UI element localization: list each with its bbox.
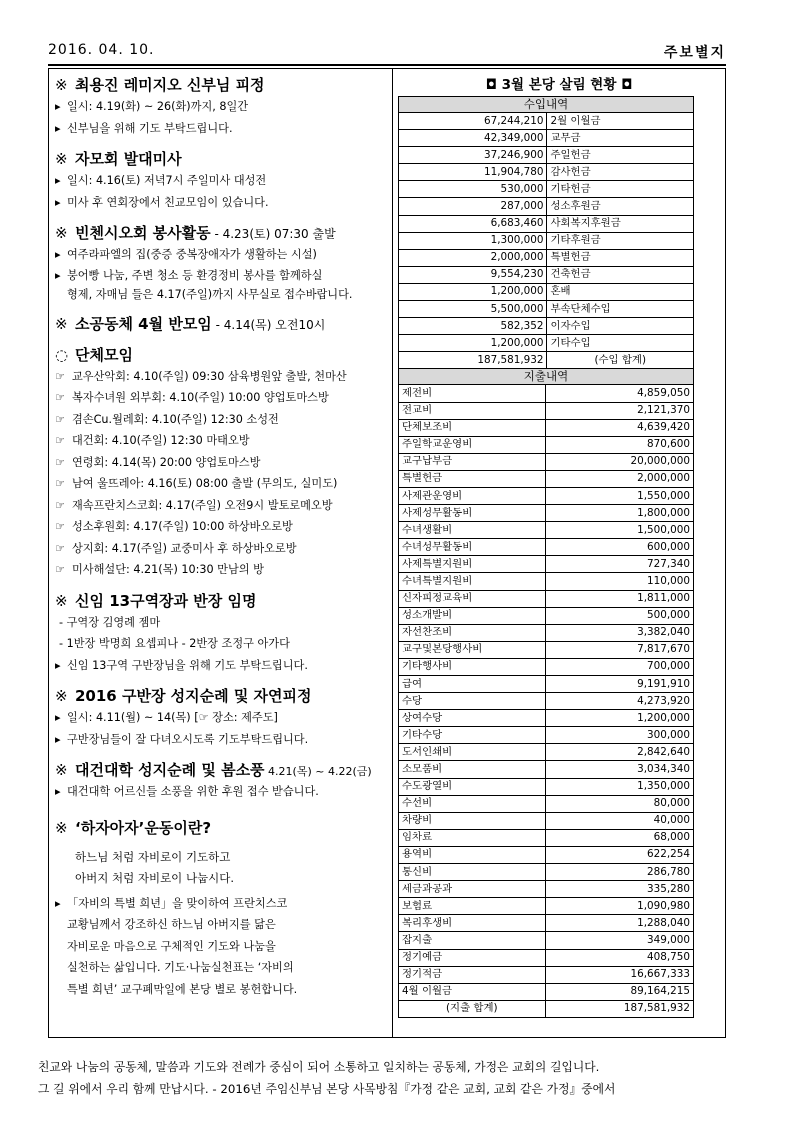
expense-row <box>399 795 694 812</box>
notice-line: 대건대학 어르신들 소풍을 위한 후원 접수 받습니다. <box>67 785 319 798</box>
expense-row <box>399 915 694 932</box>
bulletin-name: 주보별지 <box>663 45 726 61</box>
expense-amount: 89,164,215 <box>545 983 693 1000</box>
triangle-bullet-icon: ▸ <box>55 732 61 746</box>
section-subtitle: 4.21(목) ~ 4.22(금) <box>264 765 372 778</box>
expense-row <box>399 590 694 607</box>
triangle-bullet-icon: ▸ <box>55 658 61 672</box>
notice-line: - 구역장 김영례 젬마 <box>59 615 161 629</box>
expense-amount: 4,639,420 <box>545 419 693 436</box>
expense-item: 수당 <box>399 693 546 710</box>
expense-row <box>399 676 694 693</box>
expense-row <box>399 761 694 778</box>
section-title: 신임 13구역장과 반장 임명 <box>75 591 257 610</box>
triangle-bullet-icon: ▸ <box>55 100 61 113</box>
expense-row <box>399 470 694 487</box>
expense-row <box>399 641 694 658</box>
section-mothers-mass <box>55 148 385 213</box>
expense-amount: 2,000,000 <box>545 470 693 487</box>
expense-row <box>399 966 694 983</box>
notice-line: - 1반장 박명희 요셉피나 - 2반장 조정구 아가다 <box>59 637 290 650</box>
expense-amount: 4,273,920 <box>545 693 693 710</box>
expense-item: 잡지출 <box>399 932 546 949</box>
expense-item: 교구납부금 <box>399 453 546 470</box>
expense-item: 4월 이월금 <box>399 983 546 1000</box>
income-row <box>399 181 694 198</box>
income-item: 감사헌금 <box>547 164 694 181</box>
income-amount: 530,000 <box>399 181 547 198</box>
asterisk-mark-icon: ※ <box>55 687 68 705</box>
expense-amount: 1,288,040 <box>545 915 693 932</box>
expense-row <box>399 932 694 949</box>
section-small-community <box>55 313 385 335</box>
notice-line: 일시: 4.11(월) ~ 14(목) [☞ 장소: 제주도] <box>67 711 278 724</box>
expense-item: 특별헌금 <box>399 470 546 487</box>
income-row <box>399 301 694 318</box>
pointing-hand-icon: ☞ <box>55 520 66 533</box>
pointing-hand-icon: ☞ <box>55 541 66 555</box>
income-item: 성소후원금 <box>547 198 694 215</box>
expense-amount: 1,550,000 <box>545 487 693 504</box>
section-pilgrimage <box>55 685 385 750</box>
income-amount: 1,300,000 <box>399 232 547 249</box>
expense-amount: 3,034,340 <box>545 761 693 778</box>
notice-line: 붕어빵 나눔, 주변 청소 등 환경정비 봉사를 함께하실 <box>67 268 323 282</box>
meeting-line: 성소후원회: 4.17(주일) 10:00 하상바오로방 <box>72 520 293 533</box>
expense-table <box>398 368 694 1017</box>
income-item: 주일헌금 <box>547 147 694 164</box>
expense-item: 수선비 <box>399 795 546 812</box>
pointing-hand-icon: ☞ <box>55 563 66 576</box>
expense-amount: 300,000 <box>545 727 693 744</box>
expense-amount: 187,581,932 <box>545 1000 693 1017</box>
income-table <box>398 96 694 369</box>
notice-line: 일시: 4.16(토) 저녁7시 주일미사 대성전 <box>67 174 267 187</box>
notice-line: 미사 후 연회장에서 친교모임이 있습니다. <box>67 195 269 209</box>
notice-line: 실천하는 삶입니다. 기도·나눔실천표는 ‘자비의 <box>67 961 294 974</box>
expense-item: 교구및본당행사비 <box>399 641 546 658</box>
income-amount: 5,500,000 <box>399 301 547 318</box>
expense-amount: 500,000 <box>545 607 693 624</box>
section-subtitle: - 4.23(토) 07:30 출발 <box>210 227 336 241</box>
income-row <box>399 352 694 369</box>
expense-amount: 1,500,000 <box>545 522 693 539</box>
section-subtitle: - 4.14(목) 오전10시 <box>211 317 326 332</box>
expense-item: 세금과공과 <box>399 881 546 898</box>
expense-row <box>399 607 694 624</box>
income-item: 기타헌금 <box>547 181 694 198</box>
expense-item: 정기적금 <box>399 966 546 983</box>
page-footer <box>38 1056 758 1100</box>
motto-line: 하느님 처럼 자비로이 기도하고 <box>75 849 231 864</box>
income-amount: 187,581,932 <box>399 352 547 369</box>
section-title: 단체모임 <box>75 345 133 364</box>
section-group-meetings <box>55 344 385 581</box>
income-row <box>399 164 694 181</box>
expense-row <box>399 846 694 863</box>
triangle-bullet-icon: ▸ <box>55 174 61 187</box>
notice-line: 신부님을 위해 기도 부탁드립니다. <box>67 121 233 135</box>
expense-item: 수도광열비 <box>399 778 546 795</box>
section-title: ‘하자아자’운동이란? <box>75 818 212 837</box>
expense-amount: 4,859,050 <box>545 385 693 402</box>
income-row <box>399 318 694 335</box>
expense-row <box>399 453 694 470</box>
income-item: 혼배 <box>547 283 694 300</box>
finance-title: ◘ 3월 본당 살림 현황 ◘ <box>485 77 633 93</box>
expense-item: 사제관운영비 <box>399 487 546 504</box>
expense-amount: 7,817,670 <box>545 641 693 658</box>
section-title: 2016 구반장 성지순례 및 자연피정 <box>75 687 312 705</box>
expense-amount: 16,667,333 <box>545 966 693 983</box>
notice-line: 형제, 자매님 들은 4.17(주일)까지 사무실로 접수바랍니다. <box>67 287 353 301</box>
income-header: 수입내역 <box>399 97 694 113</box>
expense-item: 단체보조비 <box>399 419 546 436</box>
income-amount: 37,246,900 <box>399 147 547 164</box>
expense-header: 지출내역 <box>399 369 694 385</box>
income-row <box>399 249 694 266</box>
expense-row <box>399 778 694 795</box>
expense-amount: 9,191,910 <box>545 676 693 693</box>
meeting-line: 미사해설단: 4.21(목) 10:30 만남의 방 <box>72 563 264 576</box>
expense-item: 급여 <box>399 676 546 693</box>
income-row <box>399 232 694 249</box>
section-new-leaders <box>55 590 385 677</box>
expense-row <box>399 744 694 761</box>
expense-amount: 335,280 <box>545 881 693 898</box>
expense-item: 수녀특별지원비 <box>399 573 546 590</box>
expense-amount: 408,750 <box>545 949 693 966</box>
section-vincent-service <box>55 222 385 304</box>
expense-row <box>399 864 694 881</box>
expense-row <box>399 505 694 522</box>
expense-row <box>399 983 694 1000</box>
triangle-bullet-icon: ▸ <box>55 121 61 135</box>
expense-amount: 1,811,000 <box>545 590 693 607</box>
income-item: 2월 이월금 <box>547 113 694 130</box>
pointing-hand-icon: ☞ <box>55 455 66 469</box>
income-amount: 1,200,000 <box>399 283 547 300</box>
expense-row <box>399 658 694 675</box>
pointing-hand-icon: ☞ <box>55 434 66 447</box>
meeting-line: 연령회: 4.14(목) 20:00 양업토마스방 <box>72 455 261 469</box>
expense-item: 전교비 <box>399 402 546 419</box>
expense-item: 기타수당 <box>399 727 546 744</box>
expense-row <box>399 624 694 641</box>
income-row <box>399 266 694 283</box>
expense-item: 임차료 <box>399 829 546 846</box>
expense-item: 소모품비 <box>399 761 546 778</box>
income-item: 교무금 <box>547 130 694 147</box>
asterisk-mark-icon: ※ <box>55 591 68 610</box>
triangle-bullet-icon: ▸ <box>55 268 61 282</box>
footer-line: 그 길 위에서 우리 함께 만납시다. - 2016년 주임신부님 본당 사목방침『가정 같은 교회, 교회 같은 가정』중에서 <box>38 1082 616 1096</box>
expense-item: 기타행사비 <box>399 658 546 675</box>
page-header <box>48 42 726 66</box>
income-row <box>399 283 694 300</box>
income-row <box>399 130 694 147</box>
meeting-line: 교우산악회: 4.10(주일) 09:30 삼육병원앞 출발, 천마산 <box>72 369 347 383</box>
expense-row <box>399 419 694 436</box>
expense-item: 정기예금 <box>399 949 546 966</box>
asterisk-mark-icon: ※ <box>55 224 68 242</box>
triangle-bullet-icon: ▸ <box>55 896 61 910</box>
meeting-line: 겸손Cu.월레회: 4.10(주일) 12:30 소성전 <box>72 412 279 426</box>
expense-row <box>399 436 694 453</box>
expense-item: 자선찬조비 <box>399 624 546 641</box>
income-item: 기타수입 <box>547 335 694 352</box>
column-divider <box>392 68 393 1038</box>
pointing-hand-icon: ☞ <box>55 498 66 512</box>
income-item: 기타후원금 <box>547 232 694 249</box>
asterisk-mark-icon: ※ <box>55 818 68 837</box>
expense-row <box>399 487 694 504</box>
section-title: 대건대학 성지순례 및 봄소풍 <box>75 761 265 779</box>
section-title: 최용진 레미지오 신부님 피정 <box>75 76 265 94</box>
notice-column <box>55 74 385 1009</box>
income-amount: 6,683,460 <box>399 215 547 232</box>
section-retreat <box>55 74 385 139</box>
expense-item: 보험료 <box>399 898 546 915</box>
notice-line: 특별 희년’ 교구폐막일에 본당 별로 봉헌합니다. <box>67 982 298 996</box>
motto-line: 아버지 처럼 자비로이 나눕시다. <box>75 870 235 885</box>
expense-item: 통신비 <box>399 864 546 881</box>
expense-item: 제전비 <box>399 385 546 402</box>
pointing-hand-icon: ☞ <box>55 391 66 404</box>
ring-mark-icon: ◌ <box>55 345 69 364</box>
notice-line: 「자비의 특별 희년」을 맞이하여 프란치스코 <box>67 896 288 910</box>
section-title: 자모회 발대미사 <box>75 150 182 168</box>
pointing-hand-icon: ☞ <box>55 369 66 383</box>
expense-amount: 286,780 <box>545 864 693 881</box>
expense-item: 주일학교운영비 <box>399 436 546 453</box>
expense-item: 사제특별지원비 <box>399 556 546 573</box>
asterisk-mark-icon: ※ <box>55 150 68 168</box>
income-amount: 11,904,780 <box>399 164 547 181</box>
expense-amount: 622,254 <box>545 846 693 863</box>
income-row <box>399 198 694 215</box>
expense-amount: 600,000 <box>545 539 693 556</box>
pointing-hand-icon: ☞ <box>55 477 66 490</box>
expense-amount: 3,382,040 <box>545 624 693 641</box>
income-amount: 582,352 <box>399 318 547 335</box>
income-amount: 1,200,000 <box>399 335 547 352</box>
expense-item: 수녀생활비 <box>399 522 546 539</box>
notice-line: 구반장님들이 잘 다녀오시도록 기도부탁드립니다. <box>67 732 309 746</box>
income-item: 건축헌금 <box>547 266 694 283</box>
income-amount: 2,000,000 <box>399 249 547 266</box>
asterisk-mark-icon: ※ <box>55 761 68 779</box>
expense-row <box>399 522 694 539</box>
income-row <box>399 335 694 352</box>
expense-row <box>399 539 694 556</box>
triangle-bullet-icon: ▸ <box>55 785 61 798</box>
expense-row <box>399 385 694 402</box>
expense-amount: 349,000 <box>545 932 693 949</box>
expense-row <box>399 556 694 573</box>
expense-amount: 727,340 <box>545 556 693 573</box>
expense-row <box>399 727 694 744</box>
expense-amount: 2,121,370 <box>545 402 693 419</box>
expense-item: 신자피정교육비 <box>399 590 546 607</box>
expense-row <box>399 898 694 915</box>
income-item: 이자수입 <box>547 318 694 335</box>
meeting-line: 대건회: 4.10(주일) 12:30 마태오방 <box>72 434 250 447</box>
meeting-line: 복자수녀원 외부회: 4.10(주일) 10:00 양업토마스방 <box>72 391 329 404</box>
meeting-line: 재속프란치스코회: 4.17(주일) 오전9시 발토로메오방 <box>72 498 333 512</box>
expense-item: 차량비 <box>399 812 546 829</box>
section-haja-aja <box>55 817 385 1001</box>
expense-amount: 700,000 <box>545 658 693 675</box>
expense-amount: 1,200,000 <box>545 710 693 727</box>
meeting-line: 상지회: 4.17(주일) 교중미사 후 하상바오로방 <box>72 541 297 555</box>
expense-amount: 110,000 <box>545 573 693 590</box>
expense-row <box>399 949 694 966</box>
asterisk-mark-icon: ※ <box>55 314 68 333</box>
income-row <box>399 147 694 164</box>
income-item: 특별헌금 <box>547 249 694 266</box>
pointing-hand-icon: ☞ <box>55 412 66 426</box>
expense-row <box>399 573 694 590</box>
expense-row <box>399 710 694 727</box>
income-amount: 42,349,000 <box>399 130 547 147</box>
expense-row <box>399 693 694 710</box>
expense-amount: 1,800,000 <box>545 505 693 522</box>
expense-item: 상여수당 <box>399 710 546 727</box>
expense-item: 복리후생비 <box>399 915 546 932</box>
income-item: 사회복지후원금 <box>547 215 694 232</box>
expense-row <box>399 829 694 846</box>
income-amount: 287,000 <box>399 198 547 215</box>
notice-line: 일시: 4.19(화) ~ 26(화)까지, 8일간 <box>67 100 249 113</box>
income-item: (수입 합계) <box>547 352 694 369</box>
expense-item: 용역비 <box>399 846 546 863</box>
expense-amount: 870,600 <box>545 436 693 453</box>
section-college-picnic <box>55 759 385 803</box>
expense-amount: 40,000 <box>545 812 693 829</box>
income-amount: 67,244,210 <box>399 113 547 130</box>
expense-amount: 20,000,000 <box>545 453 693 470</box>
section-title: 소공동체 4월 반모임 <box>75 314 212 333</box>
section-title: 빈첸시오회 봉사활동 <box>75 224 211 242</box>
expense-item: 사제성무활동비 <box>399 505 546 522</box>
expense-amount: 68,000 <box>545 829 693 846</box>
triangle-bullet-icon: ▸ <box>55 195 61 209</box>
footer-line: 친교와 나눔의 공동체, 말씀과 기도와 전례가 중심이 되어 소통하고 일치하는 공동체, 가정은 교회의 길입니다. <box>38 1060 600 1074</box>
notice-line: 여주라파엘의 집(중증 중복장애자가 생활하는 시설) <box>67 248 317 261</box>
finance-column <box>398 74 720 1018</box>
notice-line: 교황님께서 강조하신 하느님 아버지를 닮은 <box>67 918 276 931</box>
expense-row <box>399 881 694 898</box>
expense-item: 성소개발비 <box>399 607 546 624</box>
triangle-bullet-icon: ▸ <box>55 711 61 724</box>
expense-row <box>399 402 694 419</box>
expense-row <box>399 1000 694 1017</box>
expense-amount: 2,842,640 <box>545 744 693 761</box>
expense-item: 도서인쇄비 <box>399 744 546 761</box>
expense-amount: 1,090,980 <box>545 898 693 915</box>
income-row <box>399 215 694 232</box>
issue-date: 2016. 04. 10. <box>48 42 155 58</box>
asterisk-mark-icon: ※ <box>55 76 68 94</box>
meeting-line: 남여 울뜨레아: 4.16(토) 08:00 출발 (무의도, 실미도) <box>72 477 338 490</box>
income-amount: 9,554,230 <box>399 266 547 283</box>
expense-row <box>399 812 694 829</box>
triangle-bullet-icon: ▸ <box>55 248 61 261</box>
expense-amount: 1,350,000 <box>545 778 693 795</box>
notice-line: 신임 13구역 구반장님을 위해 기도 부탁드립니다. <box>67 658 308 672</box>
income-item: 부속단체수입 <box>547 301 694 318</box>
expense-item: 수녀성무활동비 <box>399 539 546 556</box>
expense-item: (지출 합계) <box>399 1000 546 1017</box>
expense-amount: 80,000 <box>545 795 693 812</box>
notice-line: 자비로운 마음으로 구체적인 기도와 나눔을 <box>67 939 276 953</box>
income-row <box>399 113 694 130</box>
